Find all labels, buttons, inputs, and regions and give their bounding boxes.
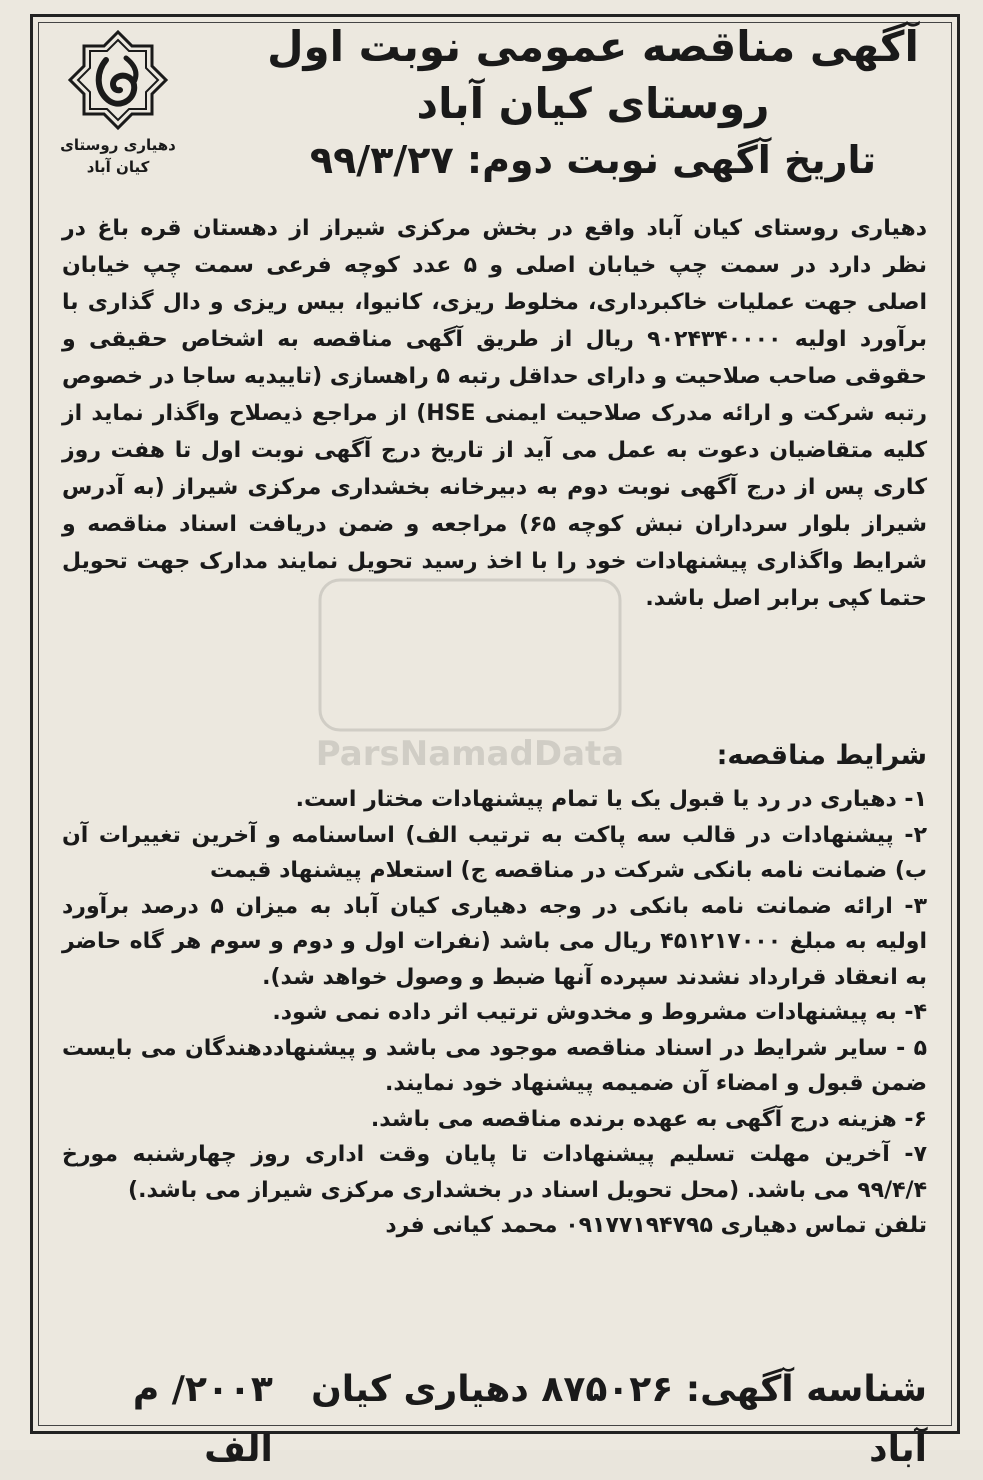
ad-body-text: دهیاری روستای کیان آباد واقع در بخش مرکزی شیراز از دهستان قره باغ در نظر دارد در سمت چپ خیابان اصلی و ۵ عدد کوچه فرعی سمت چپ خیابان اصلی جهت عملیات خاکبرداری، مخلوط ریزی، کانیوا، بیس ریزی و دال گذاری با برآورد اولیه ۹۰۲۴۳۴۰۰۰۰ ریال از طریق آگهی مناقصه به اشخاص حقیقی و حقوقی صاحب صلاحیت و دارای حداقل رتبه ۵ راهسازی (تاییدیه ساجا در خصوص رتبه شرکت و ارائه مدرک صلاحیت ایمنی HSE) از مراجع ذیصلاح واگذار نماید از کلیه متقاضیان دعوت به عمل می آید از تاریخ درج آگهی نوبت اول تا هفت روز کاری پس از درج آگهی نوبت دوم به دبیرخانه بخشداری مرکزی شیراز (به آدرس شیراز بلوار سرداران نبش کوچه ۶۵) مراجعه و ضمن دریافت اسناد مناقصه و شرایط واگذاری پیشنهادات خود را با اخذ رسید تحویل نمایند مدارک جهت تحویل حتما کپی برابر اصل باشد. bbox=[62, 216, 928, 611]
condition-item: ۵ - سایر شرایط در اسناد مناقصه موجود می باشد و پیشنهاددهندگان می بایست ضمن قبول و امضاء آن ضمیمه پیشنهاد خود نمایند. bbox=[62, 1035, 927, 1096]
conditions-title: شرایط مناقصه: bbox=[716, 740, 927, 771]
logo-emblem-icon bbox=[66, 30, 170, 134]
contact-phone-line: تلفن تماس دهیاری ۰۹۱۷۷۱۹۴۷۹۵ محمد کیانی فرد bbox=[385, 1213, 927, 1238]
condition-item: ۷- آخرین مهلت تسلیم پیشنهادات تا پایان وقت اداری روز چهارشنبه مورخ ۹۹/۴/۴ می باشد. (محل تحویل اسناد در بخشداری مرکزی شیراز می باشد.) bbox=[62, 1142, 927, 1203]
condition-item: ۴- به پیشنهادات مشروط و مخدوش ترتیب اثر داده نمی شود. bbox=[272, 1000, 927, 1025]
condition-item: ۳- ارائه ضمانت نامه بانکی در وجه دهیاری کیان آباد به میزان ۵ درصد برآورد اولیه به مبلغ ۴۵۱۲۱۷۰۰۰ ریال می باشد (نفرات اول و دوم و سوم هر گاه حاضر به انعقاد قرارداد نشدند سپرده آنها ضبط و وصول خواهد شد). bbox=[62, 893, 927, 990]
logo-caption-line1: دهیاری روستای bbox=[60, 136, 176, 154]
condition-item: ۱- دهیاری در رد یا قبول یک یا تمام پیشنهادات مختار است. bbox=[295, 787, 927, 812]
ad-footer bbox=[62, 1360, 927, 1480]
ad-title-line2: روستای کیان آباد bbox=[416, 79, 770, 128]
conditions-list bbox=[62, 782, 927, 1244]
dehyari-logo bbox=[58, 30, 178, 190]
condition-item: ۲- پیشنهادات در قالب سه پاکت به ترتیب الف) اساسنامه و آخرین تغییرات آن ب) ضمانت نامه بانکی شرکت در مناقصه ج) استعلام پیشنهاد قیمت bbox=[62, 822, 927, 883]
ad-id: شناسه آگهی: ۸۷۵۰۲۶ دهیاری کیان آباد bbox=[311, 1369, 927, 1470]
ad-date-line: تاریخ آگهی نوبت دوم: ۹۹/۳/۲۷ bbox=[309, 138, 877, 182]
watermark-text: ParsNamadData bbox=[315, 734, 625, 774]
logo-caption-line2: کیان آباد bbox=[86, 158, 150, 176]
ad-code: ۲۰۰۳/ م الف bbox=[132, 1369, 273, 1470]
ad-title-line1: آگهی مناقصه عمومی نوبت اول bbox=[267, 22, 919, 71]
ad-header bbox=[263, 18, 923, 188]
condition-item: ۶- هزینه درج آگهی به عهده برنده مناقصه می باشد. bbox=[370, 1106, 927, 1132]
